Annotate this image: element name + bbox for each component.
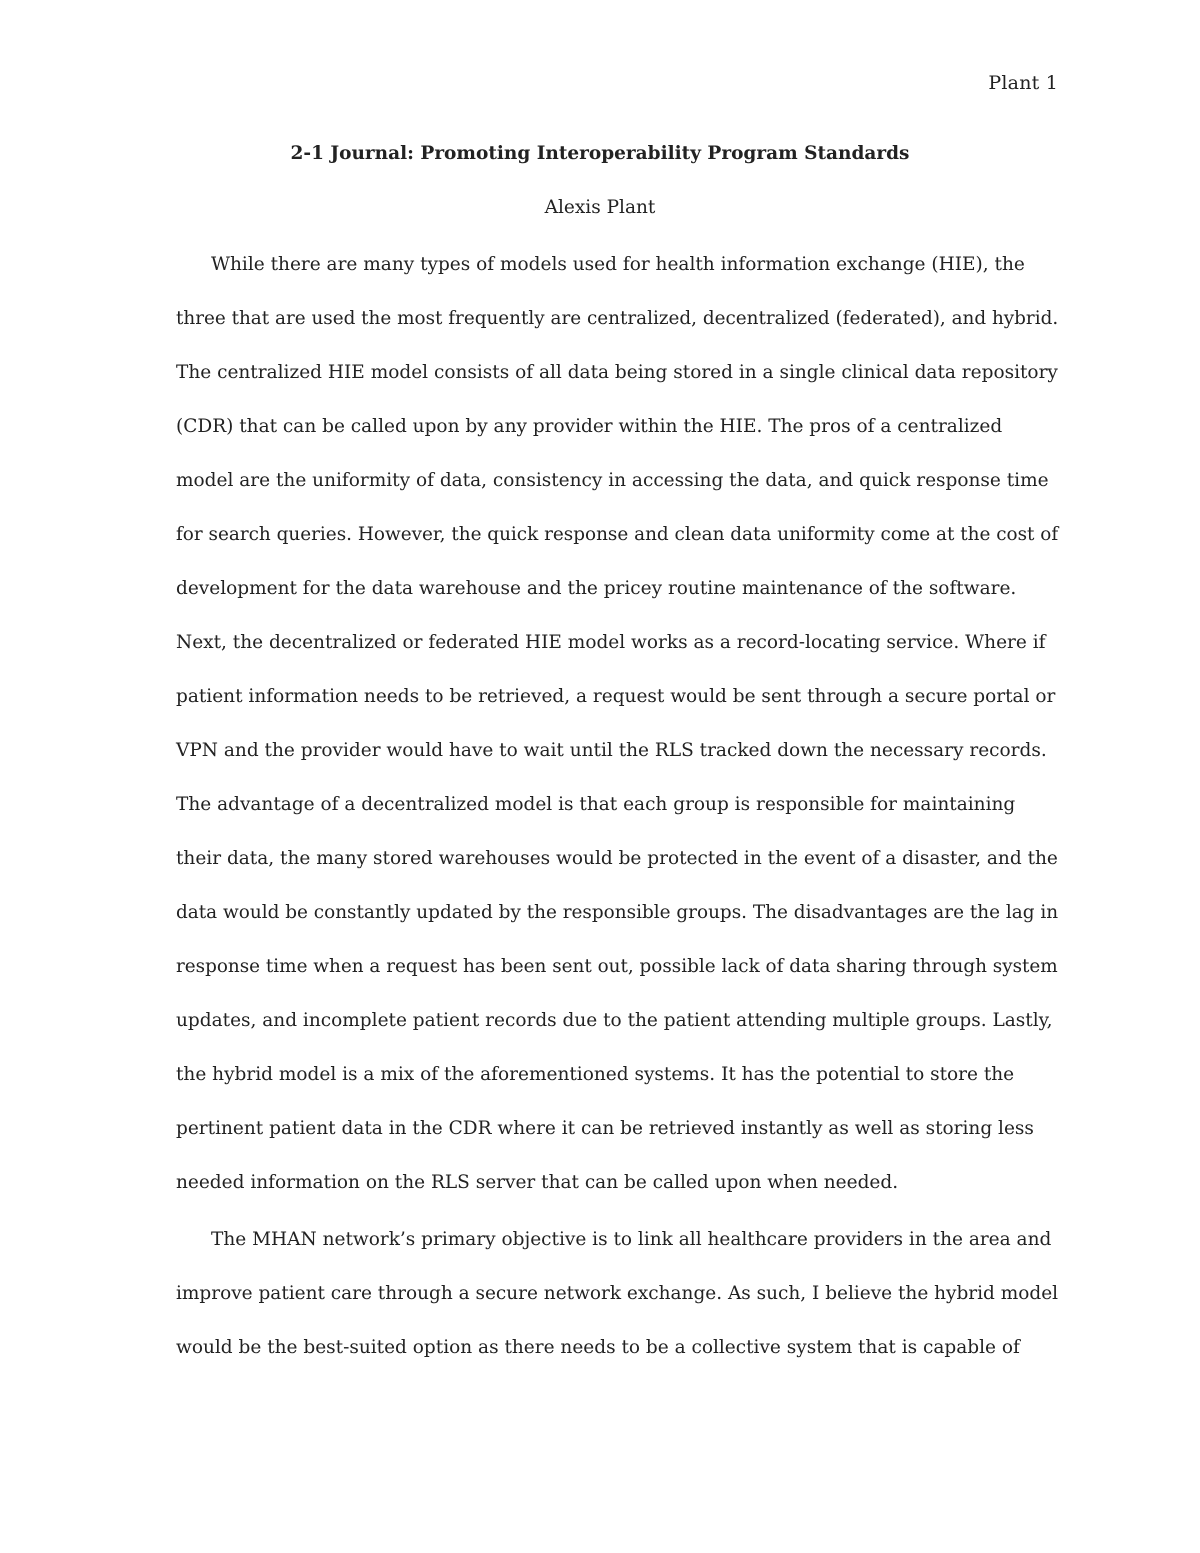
paragraph-line: model are the uniformity of data, consistency in accessing the data, and quick response time <box>176 470 1049 491</box>
paragraph-line: their data, the many stored warehouses would be protected in the event of a disaster, and the <box>176 848 1058 869</box>
paragraph-line: three that are used the most frequently are centralized, decentralized (federated), and hybrid. <box>176 308 1059 329</box>
paragraph-line: While there are many types of models used for health information exchange (HIE), the <box>211 254 1025 275</box>
paragraph-line: patient information needs to be retrieved, a request would be sent through a secure portal or <box>176 686 1056 707</box>
paragraph-line: would be the best-suited option as there needs to be a collective system that is capable of <box>176 1337 1020 1358</box>
paragraph-line: improve patient care through a secure network exchange. As such, I believe the hybrid model <box>176 1283 1059 1304</box>
paragraph-line: for search queries. However, the quick response and clean data uniformity come at the cost of <box>176 524 1059 545</box>
paragraph-line: The MHAN network’s primary objective is to link all healthcare providers in the area and <box>211 1229 1052 1250</box>
paragraph-line: pertinent patient data in the CDR where it can be retrieved instantly as well as storing less <box>176 1118 1034 1139</box>
paragraph-line: (CDR) that can be called upon by any provider within the HIE. The pros of a centralized <box>176 416 1003 437</box>
running-head: Plant 1 <box>988 72 1058 94</box>
document-title: 2-1 Journal: Promoting Interoperability Program Standards <box>290 143 910 164</box>
paragraph-line: the hybrid model is a mix of the aforementioned systems. It has the potential to store the <box>176 1064 1015 1085</box>
paragraph-line: The advantage of a decentralized model is that each group is responsible for maintaining <box>176 794 1016 815</box>
paragraph-line: data would be constantly updated by the responsible groups. The disadvantages are the lag in <box>176 902 1059 923</box>
paragraph-line: updates, and incomplete patient records due to the patient attending multiple groups. Lastly, <box>176 1010 1053 1031</box>
paragraph-line: response time when a request has been sent out, possible lack of data sharing through system <box>176 956 1058 977</box>
paragraph-line: The centralized HIE model consists of all data being stored in a single clinical data repository <box>176 362 1058 383</box>
paragraph-line: development for the data warehouse and the pricey routine maintenance of the software. <box>176 578 1017 599</box>
author-name: Alexis Plant <box>544 197 656 218</box>
paragraph-line: needed information on the RLS server that can be called upon when needed. <box>176 1172 899 1193</box>
paragraph-line: VPN and the provider would have to wait until the RLS tracked down the necessary records. <box>176 740 1047 761</box>
paragraph-line: Next, the decentralized or federated HIE model works as a record-locating service. Where if <box>176 632 1046 653</box>
